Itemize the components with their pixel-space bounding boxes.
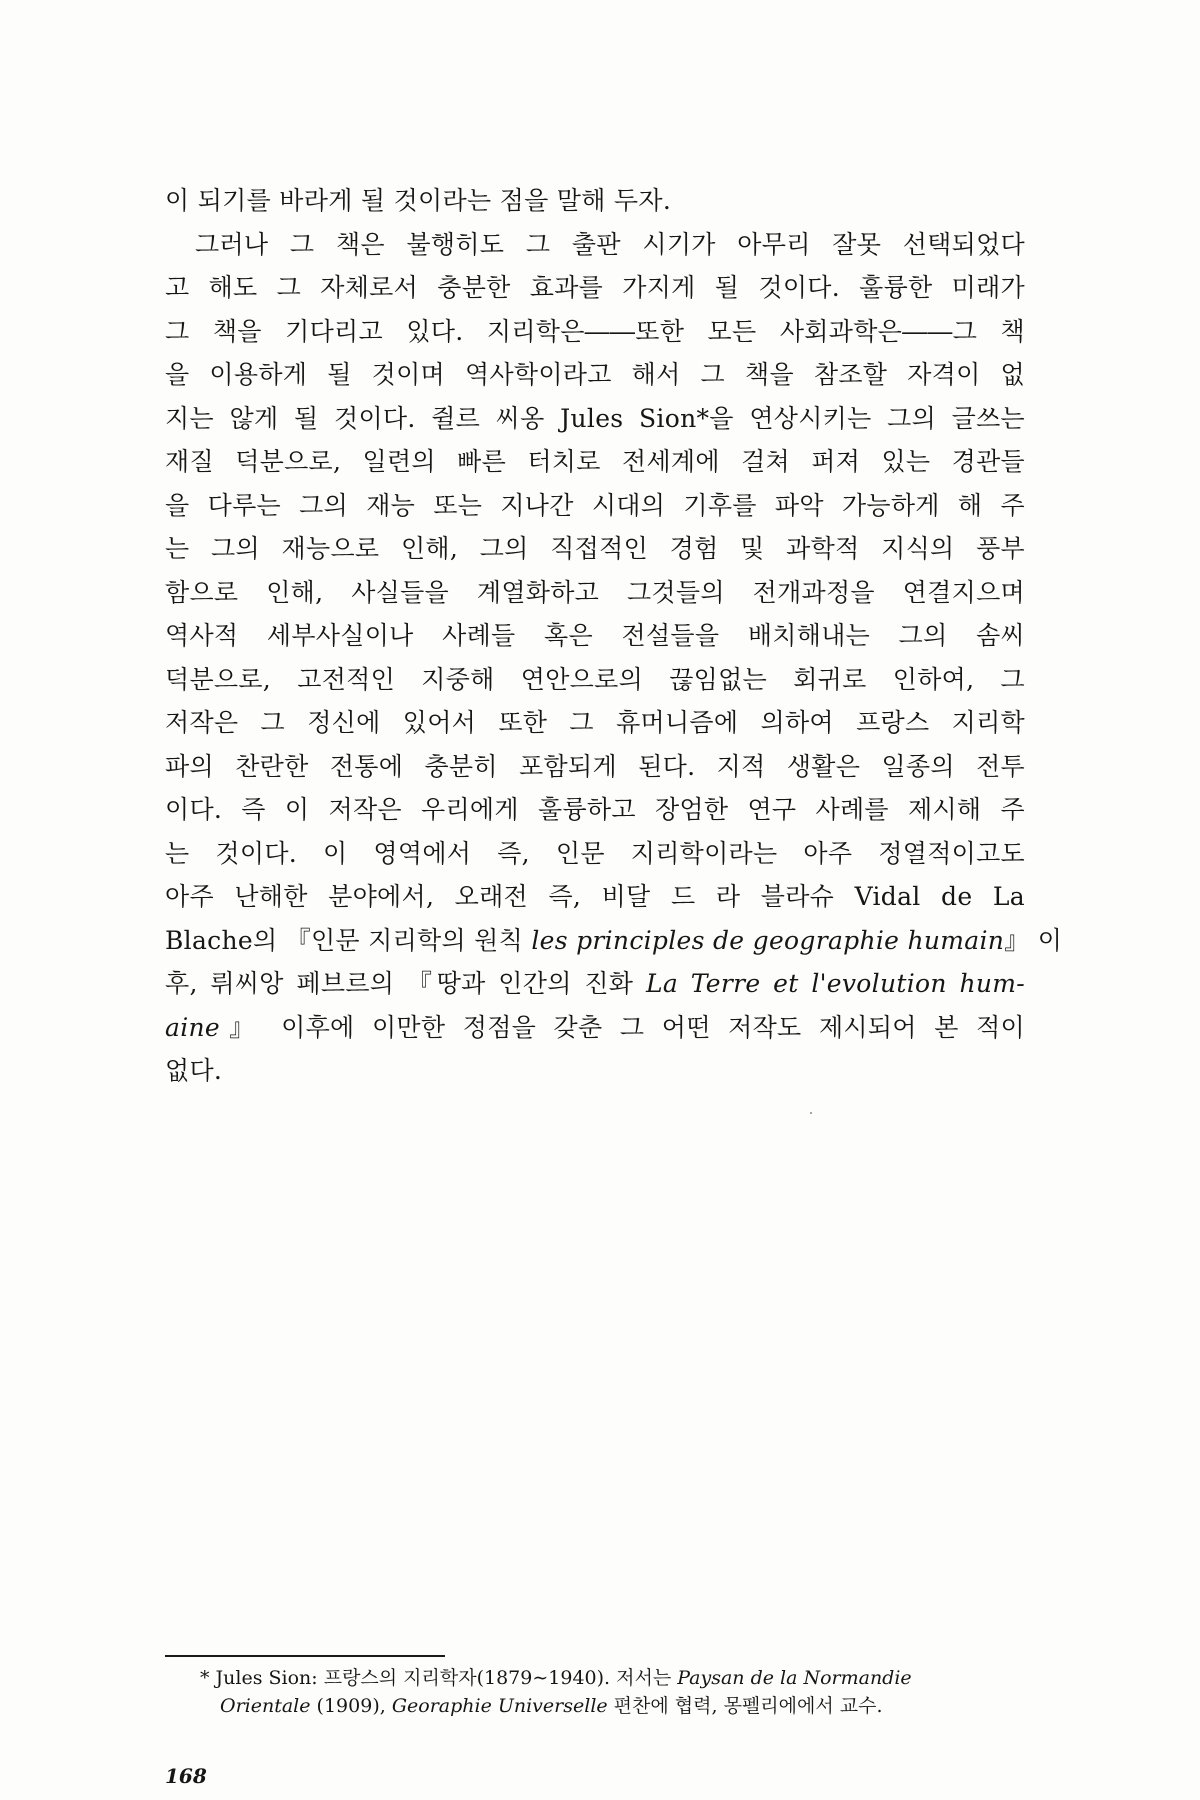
footnote [200,1664,1010,1720]
footnote-rule [165,1655,445,1657]
footnote-line [200,1692,1010,1720]
text-line: 고 해도 그 자체로서 충분한 효과를 가지게 될 것이다. 훌륭한 미래가 [165,273,1025,302]
text-span: 』 이후에 이만한 정점을 갖춘 그 어떤 저작도 제시되어 본 적이 [220,1012,1025,1042]
text-line: 는 그의 재능으로 인해, 그의 직접적인 경험 및 과학적 지식의 풍부 [165,534,1025,563]
page-number: 168 [165,1764,207,1788]
text-line: 이다. 즉 이 저작은 우리에게 훌륭하고 장엄한 연구 사례를 제시해 주 [165,795,1025,824]
text-line: 아주 난해한 분야에서, 오래전 즉, 비달 드 라 블라슈 Vidal de La [165,882,1025,911]
text-line: 을 다루는 그의 재능 또는 지나간 시대의 기후를 파악 가능하게 해 주 [165,490,1025,520]
text-line: 그 책을 기다리고 있다. 지리학은――또한 모든 사회과학은――그 책 [165,316,1025,346]
text-line: 는 것이다. 이 영역에서 즉, 인문 지리학이라는 아주 정열적이고도 [165,838,1025,868]
book-title-italic: Georaphie Universelle [391,1695,608,1717]
text-line: 역사적 세부사실이나 사례들 혹은 전설들을 배치해내는 그의 솜씨 [165,621,1025,650]
book-title-italic: les principles de geographie humain [531,925,1005,955]
text-line: 지는 않게 될 것이다. 쥘르 씨옹 Jules Sion*을 연상시키는 그의 글쓰는 [165,403,1025,433]
body-text [165,186,1063,1102]
book-title-italic: La Terre et l'evolution hum- [645,969,1026,998]
text-span: (1909), [310,1695,392,1717]
text-line: 파의 찬란한 전통에 충분히 포함되게 된다. 지적 생활은 일종의 전투 [165,751,1025,781]
text-span: Blache의 『인문 지리학의 원칙 [165,925,532,955]
text-line: 그러나 그 책은 불행히도 그 출판 시기가 아무리 잘못 선택되었다 [195,229,1025,259]
book-title-italic: Orientale [220,1695,311,1717]
text-line [165,925,1063,955]
text-line: 을 이용하게 될 것이며 역사학이라고 해서 그 책을 참조할 자격이 없 [165,360,1025,389]
text-span: 후, 뤼씨앙 페브르의 『땅과 인간의 진화 [165,969,646,998]
text-line: 없다. [165,1056,223,1085]
footnote-line [200,1664,1010,1692]
text-line: 이 되기를 바라게 될 것이라는 점을 말해 두자. [165,186,672,215]
print-speck [810,1112,812,1114]
text-line [165,1012,1025,1042]
text-line: 함으로 인해, 사실들을 계열화하고 그것들의 전개과정을 연결지으며 [165,577,1025,607]
text-line: 재질 덕분으로, 일련의 빠른 터치로 전세계에 걸쳐 퍼져 있는 경관들 [165,447,1025,476]
text-span: 』 이 [1004,925,1063,955]
text-line: 덕분으로, 고전적인 지중해 연안으로의 끊임없는 회귀로 인하여, 그 [165,664,1025,694]
text-line [165,971,1025,996]
text-line: 저작은 그 정신에 있어서 또한 그 휴머니즘에 의하여 프랑스 지리학 [165,708,1025,737]
book-title-italic: aine [165,1012,220,1042]
book-title-italic: Paysan de la Normandie [677,1667,912,1689]
text-span: * Jules Sion: 프랑스의 지리학자(1879∼1940). 저서는 [200,1667,678,1689]
text-span: 편찬에 협력, 몽펠리에에서 교수. [607,1695,883,1717]
